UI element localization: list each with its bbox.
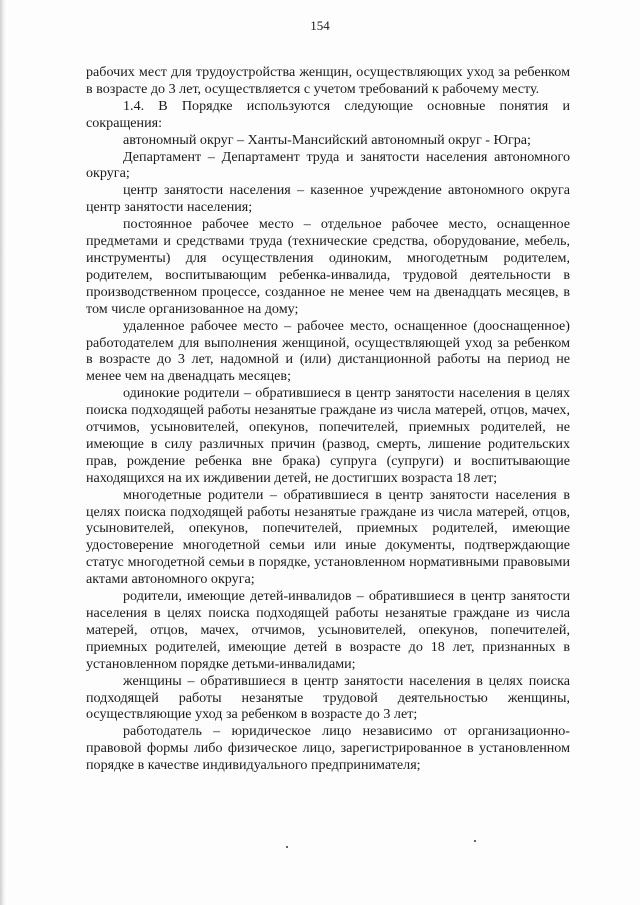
- paragraph-permanent-workplace: постоянное рабочее место – отдельное рабочее место, оснащенное предметами и средствами труда (технические средства, оборудование, мебель, инструменты) для осуществления одиноким, многодетным родителем, родителем, воспитывающим ребенка-инвалида, трудовой деятельности в производственном процессе, созданное не менее чем на двенадцать месяцев, в том числе организованное на дому;: [86, 216, 570, 317]
- paragraph-employer: работодатель – юридическое лицо независимо от организационно-правовой формы либо физическое лицо, зарегистрированное в установленном порядке в качестве индивидуального предпринимателя;: [86, 723, 570, 774]
- scan-speck: [474, 840, 476, 842]
- scan-edge: [0, 0, 6, 905]
- document-body: [86, 64, 570, 774]
- scan-speck: [286, 846, 288, 848]
- paragraph-definitions-intro: 1.4. В Порядке используются следующие основные понятия и сокращения:: [86, 97, 570, 131]
- paragraph-continuation: рабочих мест для трудоустройства женщин, осуществляющих уход за ребенком в возрасте до 3 лет, осуществляется с учетом требований к рабочему месту.: [86, 64, 570, 97]
- paragraph-women: женщины – обратившиеся в центр занятости населения в целях поиска подходящей работы незанятые трудовой деятельностью женщины, осуществляющие уход за ребенком в возрасте до 3 лет;: [86, 672, 570, 723]
- paragraph-parents-disabled-children: родители, имеющие детей-инвалидов – обратившиеся в центр занятости населения в целях поиска подходящей работы незанятые граждане из числа матерей, отцов, мачех, отчимов, усыновителей, опекунов, попечителей, приемных родителей, имеющие детей в возрасте до 18 лет, признанных в установленном порядке детьми-инвалидами;: [86, 588, 570, 672]
- paragraph-employment-center: центр занятости населения – казенное учреждение автономного округа центр занятости населения;: [86, 182, 570, 216]
- paragraph-remote-workplace: удаленное рабочее место – рабочее место, оснащенное (дооснащенное) работодателем для выполнения женщиной, осуществляющей уход за ребенком в возрасте до 3 лет, надомной и (или) дистанционной работы на период не менее чем на двенадцать месяцев;: [86, 317, 570, 385]
- paragraph-autonomous-okrug: автономный округ – Ханты-Мансийский автономный округ - Югра;: [123, 131, 531, 148]
- paragraph-department: Департамент – Департамент труда и занятости населения автономного округа;: [86, 148, 570, 182]
- page-number: 154: [310, 18, 330, 33]
- paragraph-large-family-parents: многодетные родители – обратившиеся в центр занятости населения в целях поиска подходящей работы незанятые граждане из числа матерей, отцов, усыновителей, опекунов, попечителей, приемных родителей, имеющие удостоверение многодетной семьи или иные документы, подтверждающие статус многодетной семьи в порядке, установленном нормативными правовыми актами автономного округа;: [86, 486, 570, 588]
- paragraph-single-parents: одинокие родители – обратившиеся в центр занятости населения в целях поиска подходящей работы незанятые граждане из числа матерей, отцов, мачех, отчимов, усыновителей, опекунов, попечителей, приемных родителей, не имеющие в силу различных причин (развод, смерть, лишение родительских прав, рождение ребенка вне брака) супруга (супруги) и воспитывающие находящихся на их иждивении детей, не достигших возраста 18 лет;: [86, 385, 570, 486]
